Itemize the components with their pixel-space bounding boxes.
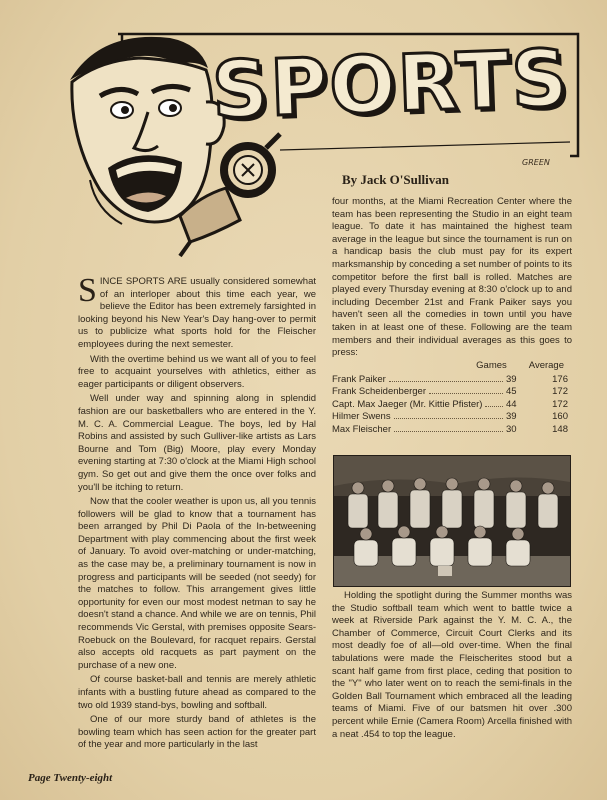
- player-average: 160: [552, 411, 568, 423]
- softball-team-photo: [333, 455, 571, 587]
- player-average: 176: [552, 373, 568, 385]
- sports-title: SPORTS: [210, 33, 572, 137]
- table-row: [332, 410, 572, 423]
- paragraph: One of our more sturdy band of athletes is the bowling team which has seen action for the greater part of the year and more particularly in the last: [78, 714, 316, 751]
- player-average: 172: [552, 386, 568, 398]
- player-name: Max Fleischer: [332, 423, 392, 435]
- table-row: [332, 397, 572, 410]
- byline: By Jack O'Sullivan: [342, 172, 449, 187]
- leader-dots: [394, 418, 503, 419]
- player-average: 148: [552, 423, 568, 435]
- paragraph: Holding the spotlight during the Summer months was the Studio softball team which went to battle twice a week at Riverside Park against the Y. M. C. A., the Chamber of Commerce, Circuit Court Clerks and its most deadly foe of all—old over-time. When the final tabulations were made the Fleischerites stood but a scant half game from first place, ceding that position to the "Y" who later went on to reach the semi-finals in the Golden Ball Tournament which embraced all the leading teams of Miami. Five of our batsmen hit over .300 percent while Ernie (Camera Room) Arcella finished with a neat .454 to top the league.: [332, 590, 572, 740]
- paragraph: four months, at the Miami Recreation Center where the team has been representing the Studio in an eight team league. To date it has maintained the highest team average in the league but since the tournament is run on a handicap basis the club must pay for its expert marksmanship by conceding a set number of points to its competitor before the first ball is rolled. Matches are played every Thursday evening at 8:30 o'clock up to and including December 21st and Frank Paiker says you haven't seen all the comedies in town until you have taken in at least one of these. Following are the team members and their individual averages as this goes to press:: [332, 196, 572, 359]
- caricature-face-icon: [70, 37, 224, 224]
- leader-dots: [389, 381, 503, 382]
- paragraph: Well under way and spinning along in splendid fashion are our basketballers who are entered in the Y. M. C. A. Commercial League. The boys, led by Hal Robins and assisted by such Gulliver-like artists as Lars Bourne and Tom (Big) Moore, play every Monday evening starting at 7:30 o'clock at the Miami High school gym. So get out and give them the once over folks and you'll be itching to return.: [78, 393, 316, 493]
- artist-signature: GREEN: [522, 158, 550, 167]
- table-row: [332, 385, 572, 398]
- player-name: Frank Paiker: [332, 373, 386, 385]
- table-row: [332, 372, 572, 385]
- player-name: Capt. Max Jaeger (Mr. Kittie Pfister): [332, 398, 483, 410]
- player-name: Hilmer Swens: [332, 411, 391, 423]
- title-hatching: [280, 142, 570, 150]
- player-games: 44: [506, 398, 517, 410]
- right-column-top: [332, 196, 572, 362]
- table-header: [332, 360, 572, 371]
- table-row: [332, 422, 572, 435]
- paragraph-text: INCE SPORTS ARE usually considered somewhat of an interloper about this time each year, we believe the Editor has been extremely farsighted in looking beyond his New Year's Day hang-over to permit us to publicize what sports hold for the Fleischer employees during the next semester.: [78, 276, 316, 350]
- player-games: 39: [506, 373, 517, 385]
- paragraph-intro: [78, 272, 316, 352]
- left-column: [78, 272, 316, 754]
- paragraph: With the overtime behind us we want all of you to feel free to acquaint yourselves with athletics, either as eager participants or diligent observers.: [78, 353, 316, 390]
- player-games: 45: [506, 386, 517, 398]
- player-name: Frank Scheidenberger: [332, 386, 426, 398]
- bowling-averages-table: [332, 360, 572, 435]
- leader-dots: [394, 431, 503, 432]
- leader-dots: [485, 406, 503, 407]
- leader-dots: [429, 393, 503, 394]
- right-column-bottom: [332, 590, 572, 743]
- page-number: Page Twenty-eight: [28, 772, 113, 784]
- header-average: Average: [528, 360, 564, 371]
- team-photo-illustration: [334, 456, 570, 586]
- player-games: 30: [506, 423, 517, 435]
- player-games: 39: [506, 411, 517, 423]
- drop-cap: S: [78, 272, 97, 309]
- header-games: Games: [476, 360, 507, 371]
- paragraph: Now that the cooler weather is upon us, all you tennis followers will be glad to know that a tournament has been arranged by Phil Di Paola of the In-betweening Department with play commencing about the first week of January. To avoid over-matching or under-matching, as the case may be, a preliminary tournament is now in progress and participants will be seeded (not seedy) for the matches to follow. This arrangement gives little opportunity for even our most modest netman to say he doesn't stand a chance. And while we are on tennis, Phil recommends Vic Gerstal, with premises opposite Sears-Roebuck on the Boulevard, for racquet repairs. Gerstal also accepts old racquets as part payment on the purchase of a new one.: [78, 496, 316, 671]
- paragraph: Of course basket-ball and tennis are merely athletic infants with a bustling future ahead as compared to the two old 1939 stand-bys, bowling and softball.: [78, 674, 316, 711]
- player-average: 172: [552, 398, 568, 410]
